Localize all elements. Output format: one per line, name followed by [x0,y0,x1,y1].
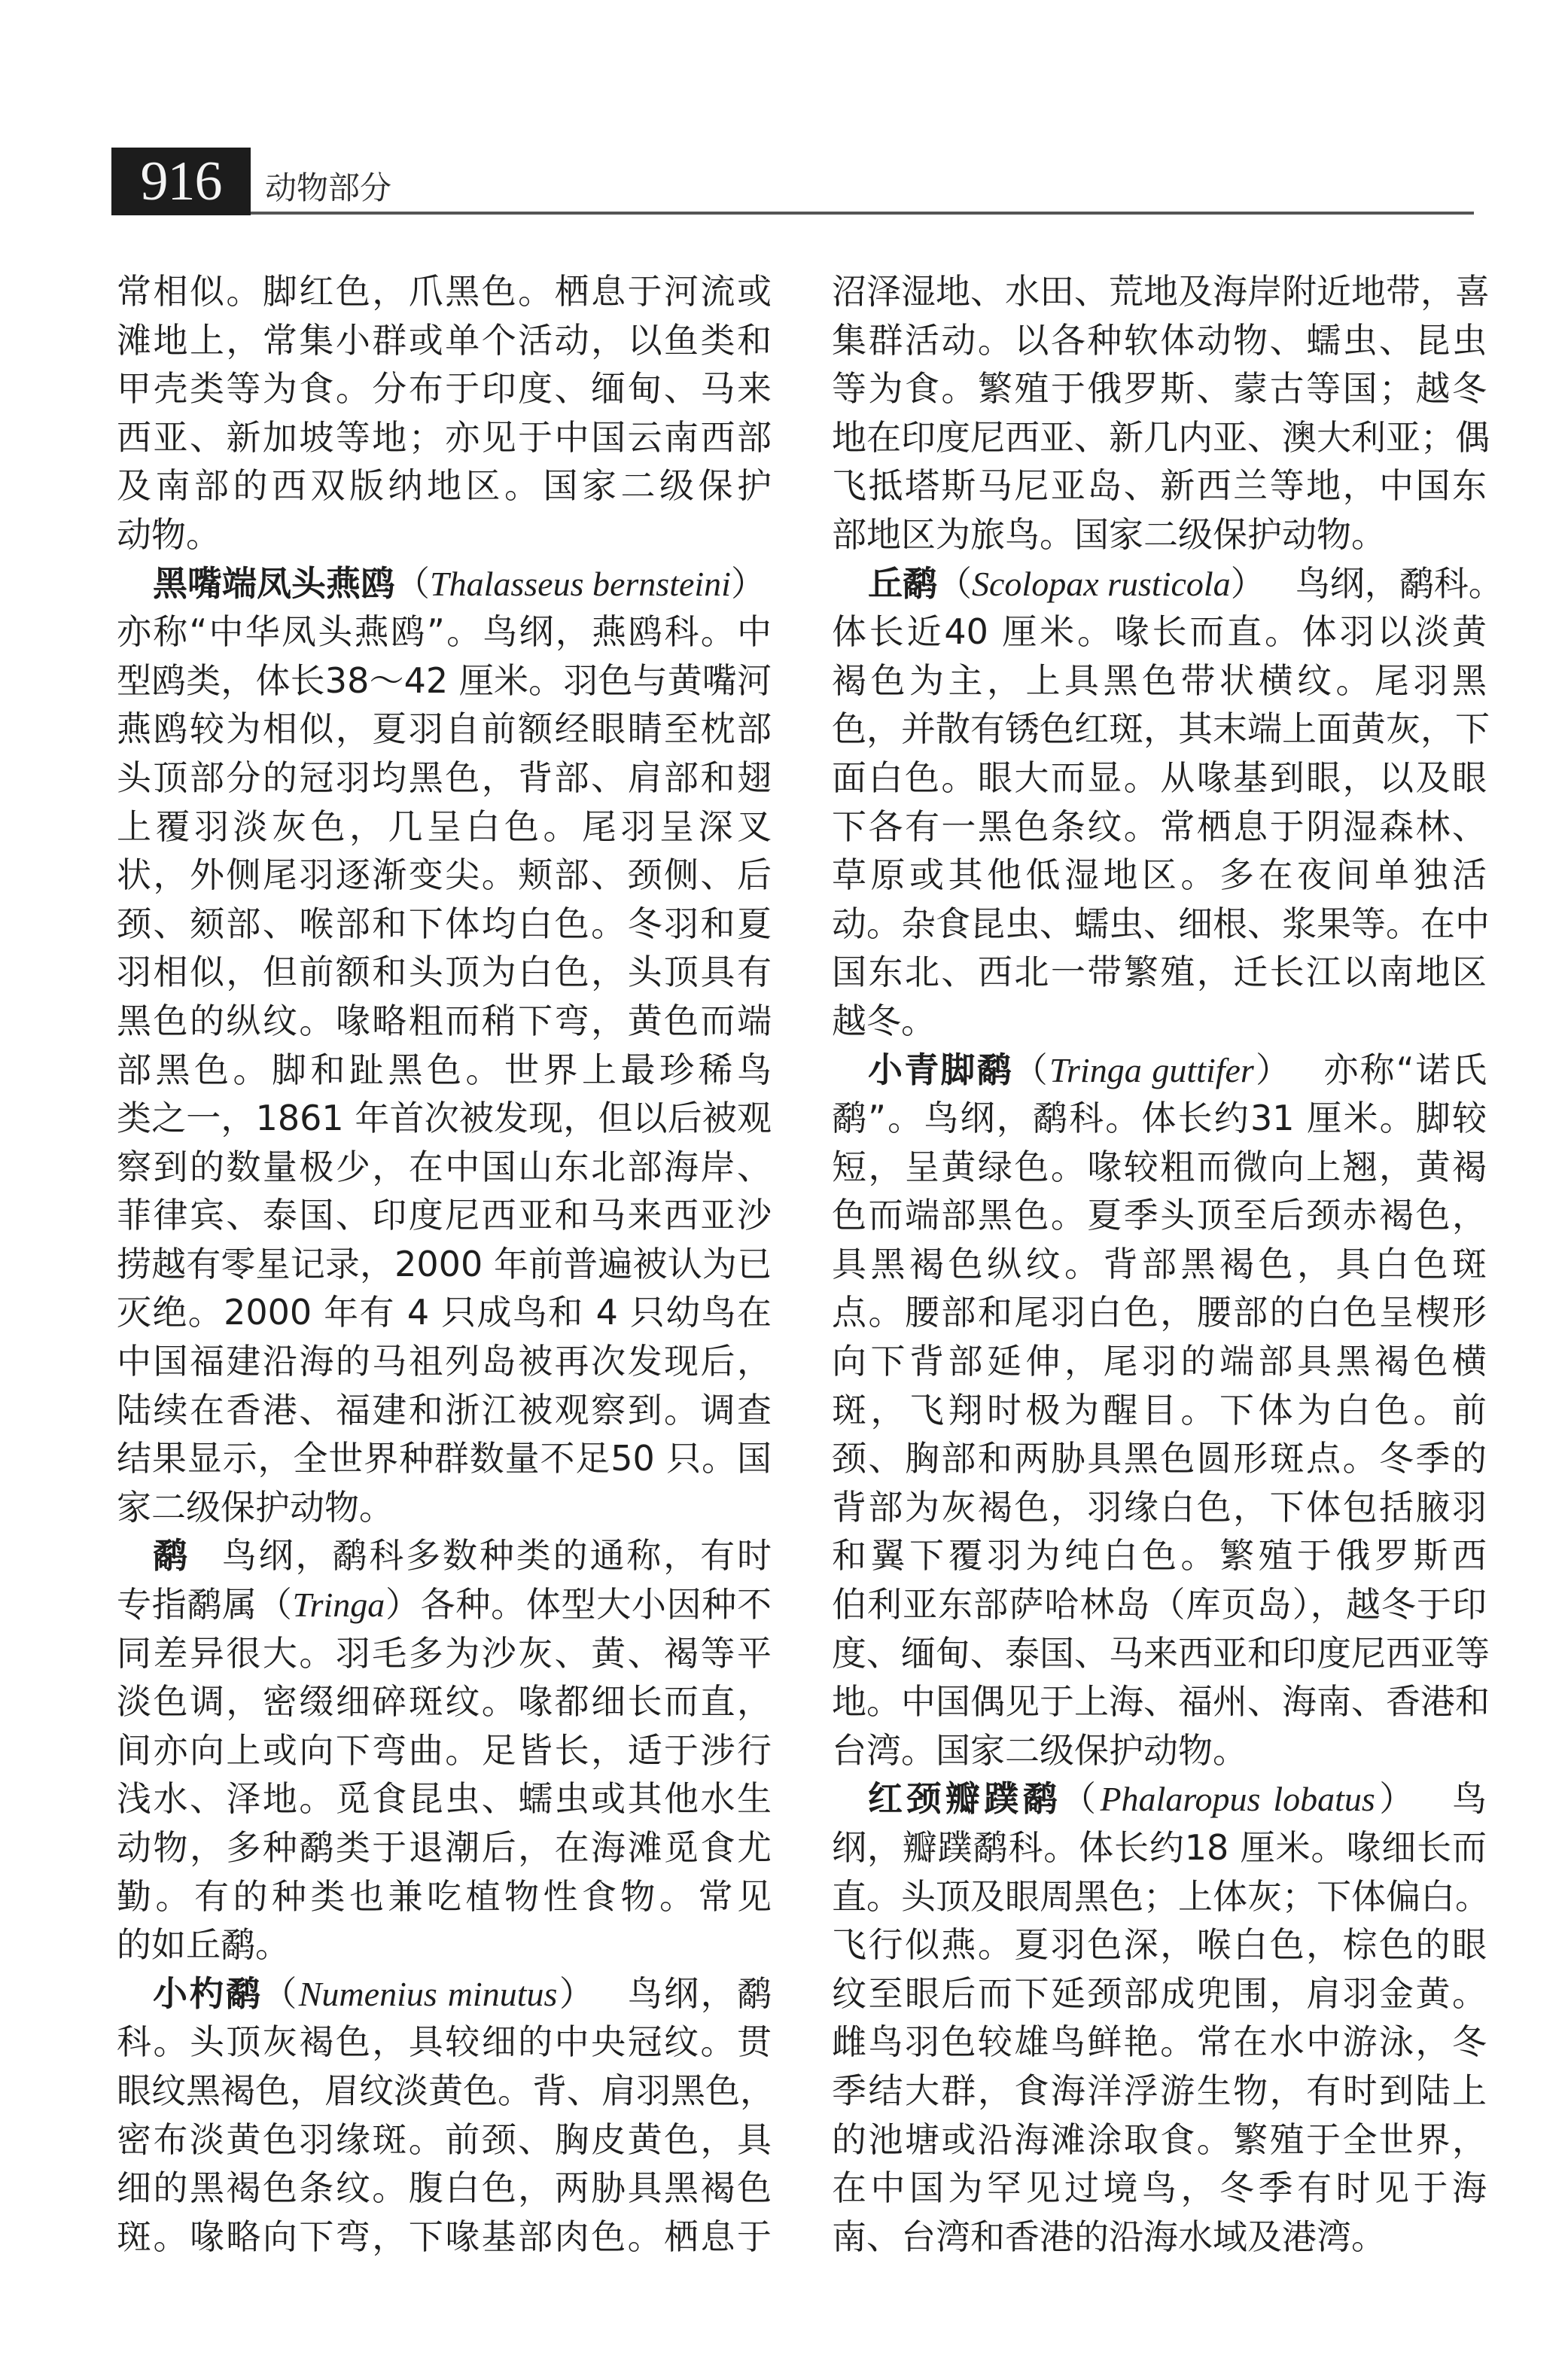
latin-name: Thalasseus bernsteini [430,564,731,603]
text-line: 国东北、西北一带繁殖，迁长江以南地区 [832,952,1487,993]
text-line: 季结大群，食海洋浮游生物，有时到陆上 [832,2070,1487,2111]
text-line: 具黑褐色纵纹。背部黑褐色，具白色斑 [832,1243,1487,1284]
text-line: 地。中国偶见于上海、福州、海南、香港和 [832,1681,1490,1723]
text-line: 菲律宾、泰国、印度尼西亚和马来西亚沙 [117,1195,772,1236]
text-line: 动物。 [117,513,221,555]
latin-name: Tringa [292,1586,385,1625]
text-line: 羽相似，但前额和头顶为白色，头顶具有 [117,952,772,993]
entry-text: 专指鹬属（ [117,1584,293,1625]
text-line: 密布淡黄色羽缘斑。前颈、胸皮黄色，具 [117,2119,772,2160]
latin-name: Tringa guttifer [1049,1050,1254,1089]
text-line: 面白色。眼大而显。从喙基到眼，以及眼 [832,757,1487,798]
text-line: 型鸥类，体长38～42 厘米。羽色与黄嘴河 [117,660,772,701]
entry-phalaropus-lobatus [832,1774,1490,2261]
text-line: 科。头顶灰褐色，具较细的中央冠纹。贯 [117,2021,772,2063]
paren-open: （ [262,1972,299,2014]
text-line: 的池塘或沿海滩涂取食。繁殖于全世界， [832,2119,1487,2160]
text-line: 上覆羽淡灰色，几呈白色。尾羽呈深叉 [117,806,772,847]
entry-term: 小青脚鹬 [868,1049,1013,1090]
text-line: 黑色的纵纹。喙略粗而稍下弯，黄色而端 [117,1000,772,1041]
text-line: 向下背部延伸，尾羽的端部具黑褐色横 [832,1341,1487,1382]
section-title: 动物部分 [265,169,392,206]
entry-text: 鸟纲，鹬科。 [1295,562,1503,604]
text-line: 动。杂食昆虫、蠕虫、细根、浆果等。在中 [832,903,1490,944]
text-line: 陆续在香港、福建和浙江被观察到。调查 [117,1389,772,1430]
paren-open: （ [1061,1778,1101,1820]
text-line: 颈、胸部和两胁具黑色圆形斑点。冬季的 [832,1438,1487,1479]
text-line: 短，呈黄绿色。喙较粗而微向上翘，黄褐 [832,1146,1487,1187]
text-line: 下各有一黑色条纹。常栖息于阴湿森林、 [832,806,1487,847]
right-column [832,267,1503,2261]
text-line: 雌鸟羽色较雄鸟鲜艳。常在水中游泳，冬 [832,2021,1487,2063]
header-rule [251,212,1474,215]
entry-term: 丘鹬 [868,562,937,604]
entry-continued [117,267,772,559]
paren-close: ） [1230,562,1265,604]
text-line: 等为食。繁殖于俄罗斯、蒙古等国；越冬 [832,368,1487,410]
text-line: 家二级保护动物。 [117,1486,394,1528]
latin-name: Scolopax rusticola [972,564,1231,603]
text-line: 甲壳类等为食。分布于印度、缅甸、马来 [117,368,772,410]
text-line: 的如丘鹬。 [117,1924,290,1966]
text-line: 颈、颏部、喉部和下体均白色。冬羽和夏 [117,903,772,944]
text-line: 集群活动。以各种软体动物、蠕虫、昆虫 [832,319,1487,361]
text-line: 灭绝。2000 年有 4 只成鸟和 4 只幼鸟在 [117,1292,772,1333]
entry-heading-line [117,1531,772,1580]
text-line: 类之一，1861 年首次被发现，但以后被观 [117,1098,772,1139]
text-line: 及南部的西双版纳地区。国家二级保护 [117,465,772,507]
text-line: 淡色调，密缀细碎斑纹。喙都细长而直， [117,1681,772,1723]
latin-name: Phalaropus lobatus [1100,1780,1375,1819]
text-line: 常相似。脚红色，爪黑色。栖息于河流或 [117,271,772,312]
text-line: 滩地上，常集小群或单个活动，以鱼类和 [117,319,772,361]
text-line: 台湾。国家二级保护动物。 [832,1729,1247,1771]
entry-text: 鸟纲，鹬 [626,1972,772,2014]
entry-term: 红颈瓣蹼鹬 [868,1778,1062,1820]
entry-text: ）各种。体型大小因种不 [385,1584,772,1625]
text-line: 察到的数量极少，在中国山东北部海岸、 [117,1146,772,1187]
text-line: 部黑色。脚和趾黑色。世界上最珍稀鸟 [117,1049,772,1090]
text-line: 褐色为主，上具黑色带状横纹。尾羽黑 [832,660,1487,701]
entry-heading-line [832,559,1503,608]
text-line: 斑。喙略向下弯，下喙基部肉色。栖息于 [117,2216,772,2257]
text-line: 状，外侧尾羽逐渐变尖。颊部、颈侧、后 [117,854,772,896]
text-line: 结果显示，全世界种群数量不足50 只。国 [117,1438,772,1479]
text-line: 燕鸥较为相似，夏羽自前额经眼睛至枕部 [117,708,772,750]
entry-tringa [117,1531,772,1969]
text-line: 伯利亚东部萨哈林岛（库页岛），越冬于印 [832,1584,1487,1625]
text-line [117,1580,772,1629]
text-line: 西亚、新加坡等地；亦见于中国云南西部 [117,416,772,458]
text-line: 背部为灰褐色，羽缘白色，下体包括腋羽 [832,1486,1487,1528]
paren-open: （ [1012,1049,1049,1090]
text-line: 亦称“中华凤头燕鸥”。鸟纲，燕鸥科。中 [117,611,772,653]
text-line: 细的黑褐色条纹。腹白色，两胁具黑褐色 [117,2167,772,2209]
text-line: 和翼下覆羽为纯白色。繁殖于俄罗斯西 [832,1535,1487,1576]
text-line: 沼泽湿地、水田、荒地及海岸附近地带，喜 [832,271,1490,312]
text-line: 鹬”。鸟纲，鹬科。体长约31 厘米。脚较 [832,1098,1487,1139]
left-column [117,267,775,2261]
entry-scolopax-rusticola [832,559,1503,1046]
text-line: 同差异很大。羽毛多为沙灰、黄、褐等平 [117,1632,772,1674]
text-line: 斑，飞翔时极为醒目。下体为白色。前 [832,1389,1487,1430]
text-line: 动物，多种鹬类于退潮后，在海滩觅食尤 [117,1827,772,1868]
entry-term: 鹬 [153,1535,190,1576]
text-line: 色，并散有锈色红斑，其末端上面黄灰，下 [832,708,1490,750]
entry-text: 鸟纲，鹬科多数种类的通称，有时 [219,1535,772,1576]
text-line: 点。腰部和尾羽白色，腰部的白色呈楔形 [832,1292,1487,1333]
text-line: 勤。有的种类也兼吃植物性食物。常见 [117,1875,772,1917]
page-number: 916 [111,148,251,215]
text-line: 浅水、泽地。觅食昆虫、蠕虫或其他水生 [117,1778,772,1820]
text-line: 头顶部分的冠羽均黑色，背部、肩部和翅 [117,757,772,798]
entry-continued [832,267,1490,559]
text-line: 部地区为旅鸟。国家二级保护动物。 [832,513,1386,555]
entry-term: 小杓鹬 [153,1972,263,2014]
entry-heading-line [117,559,772,608]
paren-close: ） [1253,1049,1292,1090]
text-line: 在中国为罕见过境鸟，冬季有时见于海 [832,2167,1487,2209]
text-line: 直。头顶及眼周黑色；上体灰；下体偏白。 [832,1875,1490,1917]
text-line: 捞越有零星记录，2000 年前普遍被认为已 [117,1243,772,1284]
text-line: 眼纹黑褐色，眉纹淡黄色。背、肩羽黑色， [117,2070,775,2111]
text-line: 越冬。 [832,1000,936,1041]
entry-thalasseus-bernsteini [117,559,772,1532]
paren-close: ） [730,562,766,604]
paren-close: ） [557,1972,596,2014]
text-line: 南、台湾和香港的沿海水域及港湾。 [832,2216,1386,2257]
text-line: 纹至眼后而下延颈部成兜围，肩羽金黄。 [832,1972,1487,2014]
text-line: 体长近40 厘米。喙长而直。体羽以淡黄 [832,611,1487,653]
text-line: 飞行似燕。夏羽色深，喉白色，棕色的眼 [832,1924,1487,1966]
text-line: 间亦向上或向下弯曲。足皆长，适于涉行 [117,1729,772,1771]
entry-heading-line [832,1046,1487,1095]
entry-text: 鸟 [1448,1778,1487,1820]
text-line: 地在印度尼西亚、新几内亚、澳大利亚；偶 [832,416,1490,458]
entry-numenius-minutus [117,1969,775,2262]
paren-open: （ [937,562,972,604]
entry-term: 黑嘴端凤头燕鸥 [153,562,395,604]
entry-heading-line [117,1969,772,2018]
paren-close: ） [1375,1778,1418,1820]
entry-text: 亦称“诺氏 [1322,1049,1487,1090]
text-line: 飞抵塔斯马尼亚岛、新西兰等地，中国东 [832,465,1487,507]
latin-name: Numenius minutus [298,1974,558,2013]
text-line: 色而端部黑色。夏季头顶至后颈赤褐色， [832,1195,1487,1236]
entry-heading-line [832,1774,1487,1823]
entry-tringa-guttifer [832,1046,1490,1775]
text-line: 度、缅甸、泰国、马来西亚和印度尼西亚等 [832,1632,1490,1674]
text-line: 中国福建沿海的马祖列岛被再次发现后， [117,1341,772,1382]
text-line: 草原或其他低湿地区。多在夜间单独活 [832,854,1487,896]
paren-open: （ [395,562,430,604]
text-line: 纲，瓣蹼鹬科。体长约18 厘米。喙细长而 [832,1827,1487,1868]
